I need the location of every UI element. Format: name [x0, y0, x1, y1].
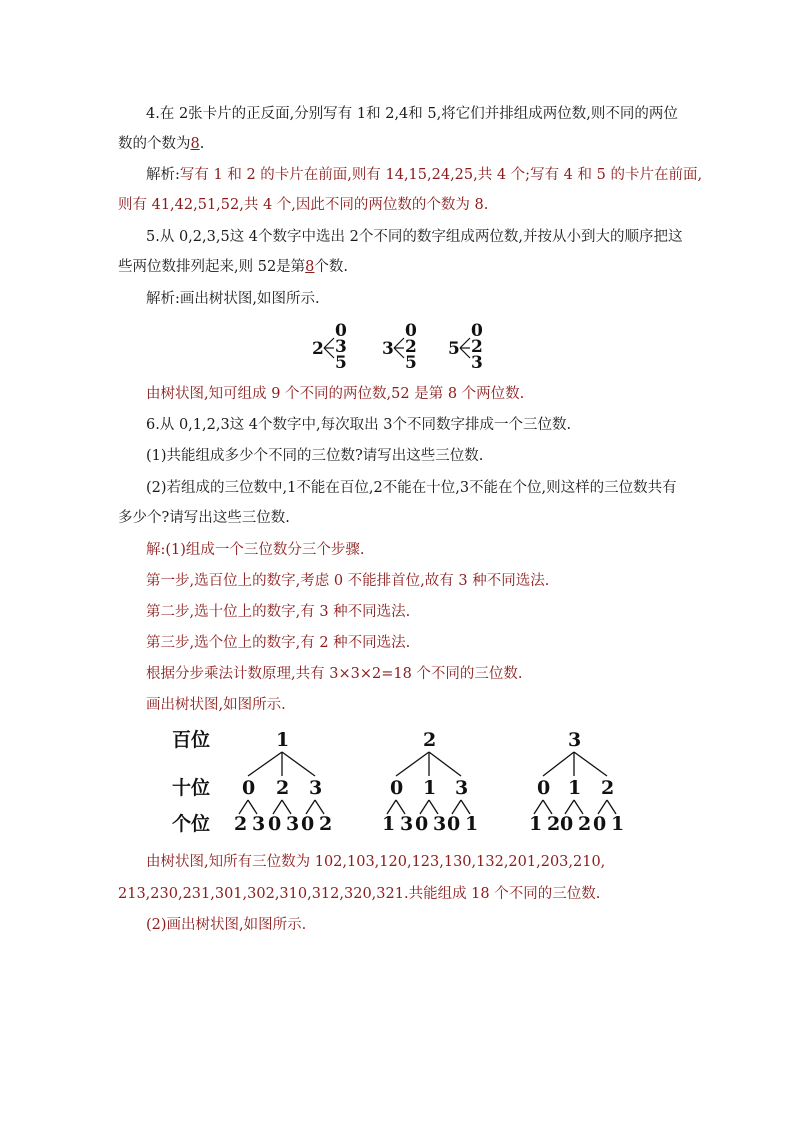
q6-tree-3-unit-1: 1 — [529, 813, 543, 835]
q5-tree-3 — [448, 321, 483, 373]
q6-part2-line2: 多少个?请写出这些三位数. — [118, 510, 290, 526]
q6-tree-3 — [529, 729, 624, 835]
q5-tree-1-leaf-2: 3 — [335, 337, 347, 357]
q6-tree-3-unit-6: 1 — [611, 813, 625, 835]
q4-answer: 8 — [190, 136, 200, 152]
q6-tree-2-root: 2 — [423, 729, 437, 751]
q5-conclusion: 由树状图,知可组成 9 个不同的两位数,52 是第 8 个两位数. — [146, 386, 525, 402]
q6-tree-2-unit-2: 3 — [400, 813, 414, 835]
q6-tree-2-ten-2: 1 — [423, 777, 437, 799]
q6-step3: 第三步,选个位上的数字,有 2 种不同选法. — [146, 635, 411, 651]
q6-tree-1-unit-2: 3 — [252, 813, 266, 835]
q6-tree-2 — [382, 729, 478, 835]
q6-list-line2: 213,230,231,301,302,310,312,320,321.共能组成 18 个不同的三位数. — [118, 886, 601, 902]
q6-tree-2-ten-3: 3 — [455, 777, 469, 799]
q5-tree-3-root: 5 — [448, 339, 460, 359]
q6-tree-1-unit-3: 0 — [268, 813, 282, 835]
q6-tree-1-unit-1: 2 — [234, 813, 248, 835]
q4-line2-post: . — [199, 136, 205, 152]
q6-tree-1-ten-2: 2 — [276, 777, 290, 799]
q6-tree-1-unit-6: 2 — [319, 813, 333, 835]
q6-label-tens: 十位 — [172, 777, 211, 799]
q5-tree-3-leaf-1: 0 — [471, 321, 483, 341]
q4-analysis-label: 解析: — [146, 167, 180, 183]
q6-tree-diagram — [160, 720, 640, 840]
q6-list-line1: 由树状图,知所有三位数为 102,103,120,123,130,132,201,203,210, — [146, 854, 606, 870]
q6-tree-2-unit-6: 1 — [465, 813, 479, 835]
q6-part1: (1)共能组成多少个不同的三位数?请写出这些三位数. — [146, 448, 484, 464]
q5-analysis: 解析:画出树状图,如图所示. — [146, 291, 320, 307]
q5-tree-1-leaf-1: 0 — [335, 321, 347, 341]
q5-tree-1 — [312, 321, 347, 373]
q4-line1: 4.在 2张卡片的正反面,分别写有 1和 2,4和 5,将它们并排组成两位数,则不同的两位 — [146, 106, 678, 122]
q6-tree-2-ten-1: 0 — [390, 777, 404, 799]
q5-tree-2-leaf-3: 5 — [405, 353, 417, 373]
q5-tree-1-root: 2 — [312, 339, 324, 359]
q6-tree-1-ten-1: 0 — [242, 777, 256, 799]
q5-tree-2-leaf-1: 0 — [405, 321, 417, 341]
q6-tree-3-root: 3 — [568, 729, 582, 751]
q6-tree-3-unit-3: 0 — [560, 813, 574, 835]
q5-line2-pre: 些两位数排列起来,则 52是第 — [118, 259, 306, 275]
q6-tree-2-unit-3: 0 — [415, 813, 429, 835]
q6-draw: 画出树状图,如图所示. — [146, 697, 286, 713]
q6-tree-2-unit-5: 0 — [447, 813, 461, 835]
q6-part2-line1: (2)若组成的三位数中,1不能在百位,2不能在十位,3不能在个位,则这样的三位数共有 — [146, 480, 677, 496]
q6-step1: 第一步,选百位上的数字,考虑 0 不能排首位,故有 3 种不同选法. — [146, 573, 550, 589]
q6-tree-3-unit-5: 0 — [593, 813, 607, 835]
q4-analysis-line2: 则有 41,42,51,52,共 4 个,因此不同的两位数的个数为 8. — [118, 197, 489, 213]
q4-analysis-text1: 写有 1 和 2 的卡片在前面,则有 14,15,24,25,共 4 个;写有 4 和 5 的卡片在前面, — [179, 167, 703, 183]
q6-tree-1-root: 1 — [276, 729, 290, 751]
q6-tree-1-ten-3: 3 — [309, 777, 323, 799]
q4-line2-pre: 数的个数为 — [118, 136, 191, 152]
q5-line2-post: 个数. — [314, 259, 349, 275]
q6-tree-2-unit-1: 1 — [382, 813, 396, 835]
q6-sol-intro: 解:(1)组成一个三位数分三个步骤. — [146, 542, 365, 558]
q4-analysis-line1 — [146, 165, 702, 185]
q6-tree-3-ten-3: 2 — [601, 777, 615, 799]
q5-answer: 8 — [305, 259, 315, 275]
q6-tree-3-ten-1: 0 — [537, 777, 551, 799]
q6-principle: 根据分步乘法计数原理,共有 3×3×2=18 个不同的三位数. — [146, 666, 523, 682]
q5-tree-3-leaf-2: 2 — [471, 337, 483, 357]
q5-tree-1-leaf-3: 5 — [335, 353, 347, 373]
q6-tree-1 — [234, 729, 332, 835]
q6-part2-sol: (2)画出树状图,如图所示. — [146, 917, 307, 933]
q6-tree-3-ten-2: 1 — [568, 777, 582, 799]
q6-tree-3-unit-4: 2 — [578, 813, 592, 835]
q6-line1: 6.从 0,1,2,3这 4个数字中,每次取出 3个不同数字排成一个三位数. — [146, 417, 572, 433]
q6-step2: 第二步,选十位上的数字,有 3 种不同选法. — [146, 604, 411, 620]
q5-line1: 5.从 0,2,3,5这 4个数字中选出 2个不同的数字组成两位数,并按从小到大的顺序把这 — [146, 229, 683, 245]
q5-tree-diagram — [300, 318, 510, 374]
q6-label-units: 个位 — [172, 813, 211, 835]
q4-line2 — [118, 134, 204, 154]
q6-tree-3-unit-2: 2 — [547, 813, 561, 835]
q5-tree-2-root: 3 — [382, 339, 394, 359]
q6-tree-2-unit-4: 3 — [433, 813, 447, 835]
q5-tree-3-leaf-3: 3 — [471, 353, 483, 373]
q5-tree-2-leaf-2: 2 — [405, 337, 417, 357]
q6-tree-1-unit-4: 3 — [286, 813, 300, 835]
q6-label-hundreds: 百位 — [172, 729, 211, 751]
q5-tree-2 — [382, 321, 417, 373]
q6-tree-1-unit-5: 0 — [301, 813, 315, 835]
q5-line2 — [118, 257, 348, 277]
